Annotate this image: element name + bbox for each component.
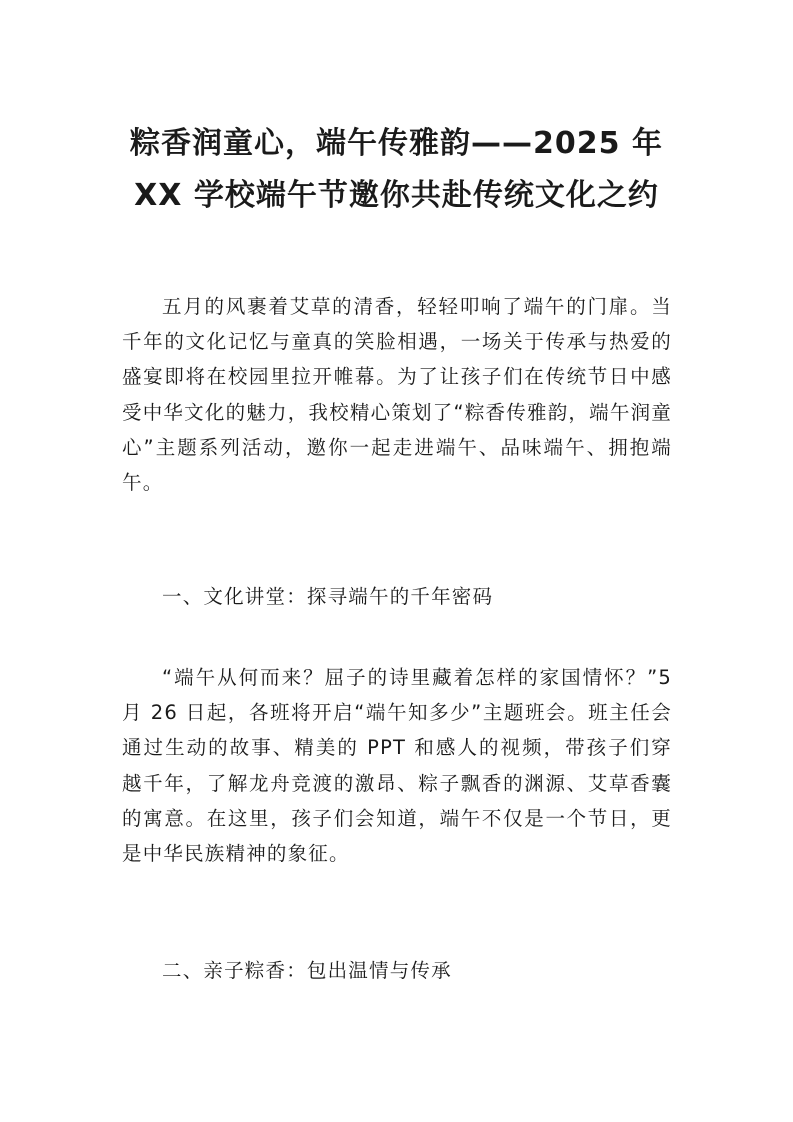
- section-heading-2: 二、亲子粽香：包出温情与传承: [162, 959, 452, 982]
- document-title: 粽香润童心，端午传雅韵——2025 年 XX 学校端午节邀你共赴传统文化之约: [130, 126, 663, 213]
- intro-paragraph: 五月的风裹着艾草的清香，轻轻叩响了端午的门扉。当千年的文化记忆与童真的笑脸相遇，一场关于传承与热爱的盛宴即将在校园里拉开帷幕。为了让孩子们在传统节日中感受中华文化的魅力，我校精心策划了“粽香传雅韵，端午润童心”主题系列活动，邀你一起走进端午、品味端午、拥抱端午。: [122, 295, 672, 495]
- section-heading-1: 一、文化讲堂：探寻端午的千年密码: [162, 585, 494, 608]
- section-1-paragraph: “端午从何而来？屈子的诗里藏着怎样的家国情怀？”5 月 26 日起，各班将开启“端午知多少”主题班会。班主任会通过生动的故事、精美的 PPT 和感人的视频，带孩子们穿越千年，了解龙舟竞渡的激昂、粽子飘香的渊源、艾草香囊的寓意。在这里，孩子们会知道，端午不仅是一个节日，更是中华民族精神的象征。: [122, 666, 672, 866]
